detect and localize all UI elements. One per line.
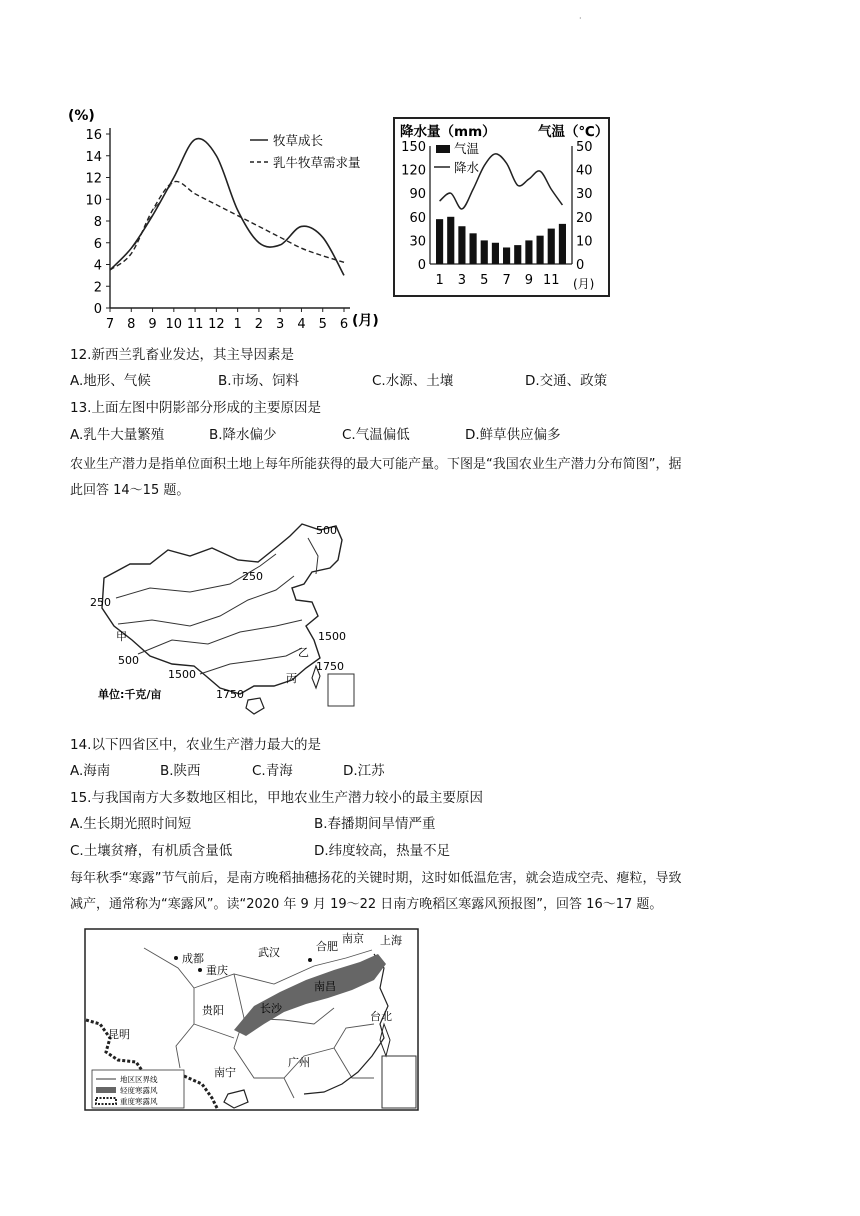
city-kunming: 昆明 [108, 1028, 130, 1041]
q12-option-d: D.交通、政策 [525, 373, 608, 389]
intro-16-17-line2: 减产，通常称为“寒露风”。读“2020 年 9 月 19～22 日南方晚稻区寒露风预报图”，回答 16～17 题。 [70, 897, 663, 912]
chart1-ytick-label: 8 [93, 215, 102, 230]
label-1750-south: 1750 [216, 688, 244, 701]
chart1-xtick-label: 5 [318, 317, 327, 332]
q13-option-c: C.气温偏低 [342, 427, 410, 443]
chart2-right-tick: 20 [576, 210, 593, 226]
q12-stem: 12.新西兰乳畜业发达，其主导因素是 [70, 347, 294, 363]
series-dairy-demand [110, 181, 344, 270]
isoline-1500 [138, 620, 302, 654]
chart1-xtick-label: 4 [297, 317, 306, 332]
city-nanchang: 南昌 [314, 980, 336, 993]
label-bing: 丙 [286, 672, 297, 685]
q14-option-d: D.江苏 [343, 763, 385, 779]
chart1-ytick-label: 10 [85, 193, 102, 209]
cold-dew-wind-map [84, 928, 420, 1112]
chart1-ytick-label: 6 [93, 236, 102, 252]
city-nanjing: 南京 [342, 932, 364, 945]
temperature-bar [436, 219, 443, 264]
temperature-bar [447, 217, 454, 264]
temperature-bar [481, 240, 488, 264]
q13-stem: 13.上面左图中阴影部分形成的主要原因是 [70, 400, 321, 416]
chart2-right-label: 气温（℃） [538, 124, 609, 140]
chart2-left-label: 降水量（mm） [400, 124, 496, 140]
q15-option-b: B.春播期间旱情严重 [314, 816, 436, 832]
q12-option-b: B.市场、饲料 [218, 373, 300, 389]
chart1-xtick-label: 11 [186, 317, 204, 332]
q14-option-b: B.陕西 [160, 763, 201, 779]
chart2-xtick-label: 1 [435, 273, 444, 288]
temperature-bar [514, 245, 521, 264]
chart1-xtick-label: 10 [165, 317, 183, 332]
legend-pasture-growth: 牧草成长 [273, 133, 324, 148]
chart2-left-tick: 150 [401, 140, 426, 155]
chart1-xtick-label: 6 [339, 317, 349, 332]
q15-option-a: A.生长期光照时间短 [70, 816, 192, 832]
chart1-ytick-label: 12 [85, 171, 102, 187]
climate-chart [392, 116, 622, 300]
chart2-xtick-label: 5 [480, 273, 489, 288]
label-500-north: 500 [316, 524, 337, 537]
label-250-east: 250 [242, 570, 263, 583]
q14-option-a: A.海南 [70, 763, 111, 779]
intro-16-17-line1: 每年秋季“寒露”节气前后，是南方晚稻抽穗扬花的关键时期，这时如低温危害，就会造成空壳、瘪粒，导致 [70, 871, 682, 886]
label-500-south: 500 [118, 654, 139, 667]
chart1-xtick-label: 7 [105, 317, 115, 332]
chart2-xtick-label: 3 [457, 273, 467, 288]
south-china-sea-inset [328, 674, 354, 706]
legend-precipitation: 降水 [454, 160, 480, 175]
china-potential-map [80, 516, 380, 722]
chart1-xtick-label: 1 [233, 317, 242, 332]
q12-option-c: C.水源、土壤 [372, 373, 454, 389]
city-wuhan: 武汉 [258, 946, 280, 959]
q13-option-d: D.鲜草供应偏多 [465, 427, 561, 443]
intro-14-15-line1: 农业生产潜力是指单位面积土地上每年所能获得的最大可能产量。下图是“我国农业生产潜力分布简图”，据 [70, 457, 682, 472]
chart2-xlabel: (月) [573, 277, 595, 291]
chart1-legend [250, 133, 361, 170]
q13-option-a: A.乳牛大量繁殖 [70, 427, 165, 443]
pasture-chart [60, 98, 392, 334]
q14-stem: 14.以下四省区中，农业生产潜力最大的是 [70, 737, 321, 753]
q14-option-c: C.青海 [252, 763, 293, 779]
hainan-island [246, 698, 264, 714]
label-jia: 甲 [116, 630, 127, 643]
legend-severe: 重度寒露风 [120, 1097, 158, 1106]
city-guiyang: 贵阳 [202, 1004, 224, 1017]
city-guangzhou: 广州 [288, 1056, 310, 1069]
temperature-bar [559, 224, 566, 264]
chart1-ytick-label: 2 [93, 280, 102, 296]
chart2-xtick-label: 9 [524, 273, 534, 288]
chart1-xtick-label: 2 [254, 317, 264, 332]
q13-option-b: B.降水偏少 [209, 427, 277, 443]
chart1-xtick-label: 3 [276, 317, 285, 332]
city-changsha: 长沙 [260, 1002, 282, 1015]
chart2-left-tick: 90 [409, 187, 426, 203]
temperature-bar [492, 243, 499, 264]
chart1-xtick-label: 8 [127, 317, 136, 332]
city-taibei: 台北 [370, 1010, 392, 1023]
q12-option-a: A.地形、气候 [70, 373, 151, 389]
temperature-bar [548, 229, 555, 264]
isoline-500-north [308, 538, 318, 574]
intro-14-15-line2: 此回答 14～15 题。 [70, 483, 190, 498]
label-1500-east: 1500 [318, 630, 346, 643]
city-chongqing: 重庆 [206, 964, 228, 977]
legend-temperature: 气温 [454, 141, 480, 156]
map2-legend [92, 1070, 184, 1108]
china-outline [102, 524, 342, 694]
chart1-ytick-label: 0 [93, 302, 102, 317]
legend-boundary: 地区区界线 [120, 1075, 158, 1084]
chart1-ytick-label: 4 [93, 258, 102, 274]
label-1500-south: 1500 [168, 668, 196, 681]
legend-mild: 轻度寒露风 [120, 1086, 158, 1095]
q15-option-d: D.纬度较高，热量不足 [314, 843, 451, 859]
chart2-xtick-label: 7 [502, 273, 511, 288]
temperature-bar [525, 240, 532, 264]
city-nanning: 南宁 [214, 1066, 236, 1079]
chart2-left-tick: 60 [409, 210, 426, 226]
chart2-right-tick: 40 [576, 163, 593, 179]
temperature-bar [503, 247, 510, 264]
chart1-ylabel: (%) [68, 108, 95, 124]
label-1750-east: 1750 [316, 660, 344, 673]
label-yi: 乙 [298, 646, 309, 659]
temperature-bar [458, 226, 465, 264]
chart2-left-tick: 0 [417, 258, 426, 273]
city-shanghai: 上海 [380, 934, 402, 947]
chart2-right-tick: 0 [576, 258, 585, 273]
chart2-xtick-label: 11 [542, 273, 560, 288]
q15-option-c: C.土壤贫瘠，有机质含量低 [70, 843, 233, 859]
city-hefei: 合肥 [316, 940, 338, 953]
chart1-xtick-label: 9 [148, 317, 157, 332]
chart2-left-tick: 120 [401, 163, 426, 179]
label-250-west: 250 [90, 596, 111, 609]
chart2-right-tick: 30 [576, 187, 593, 203]
header-dot: · [579, 14, 582, 23]
isoline-500 [118, 576, 294, 626]
map1-unit: 单位:千克/亩 [98, 688, 162, 701]
city-chengdu: 成都 [182, 952, 204, 965]
temperature-bar [537, 236, 544, 264]
chart1-ytick-label: 16 [85, 128, 102, 143]
chart2-right-tick: 10 [576, 234, 593, 250]
isoline-1750 [200, 648, 302, 674]
q15-stem: 15.与我国南方大多数地区相比，甲地农业生产潜力较小的最主要原因 [70, 790, 483, 806]
chart1-ytick-label: 14 [85, 149, 102, 165]
chart2-right-tick: 50 [576, 140, 593, 155]
legend-dairy-demand: 乳牛牧草需求量 [273, 155, 361, 170]
chart2-left-tick: 30 [409, 234, 426, 250]
temperature-bar [470, 233, 477, 264]
chart1-xlabel: (月) [352, 313, 379, 329]
chart1-xtick-label: 12 [208, 317, 225, 332]
